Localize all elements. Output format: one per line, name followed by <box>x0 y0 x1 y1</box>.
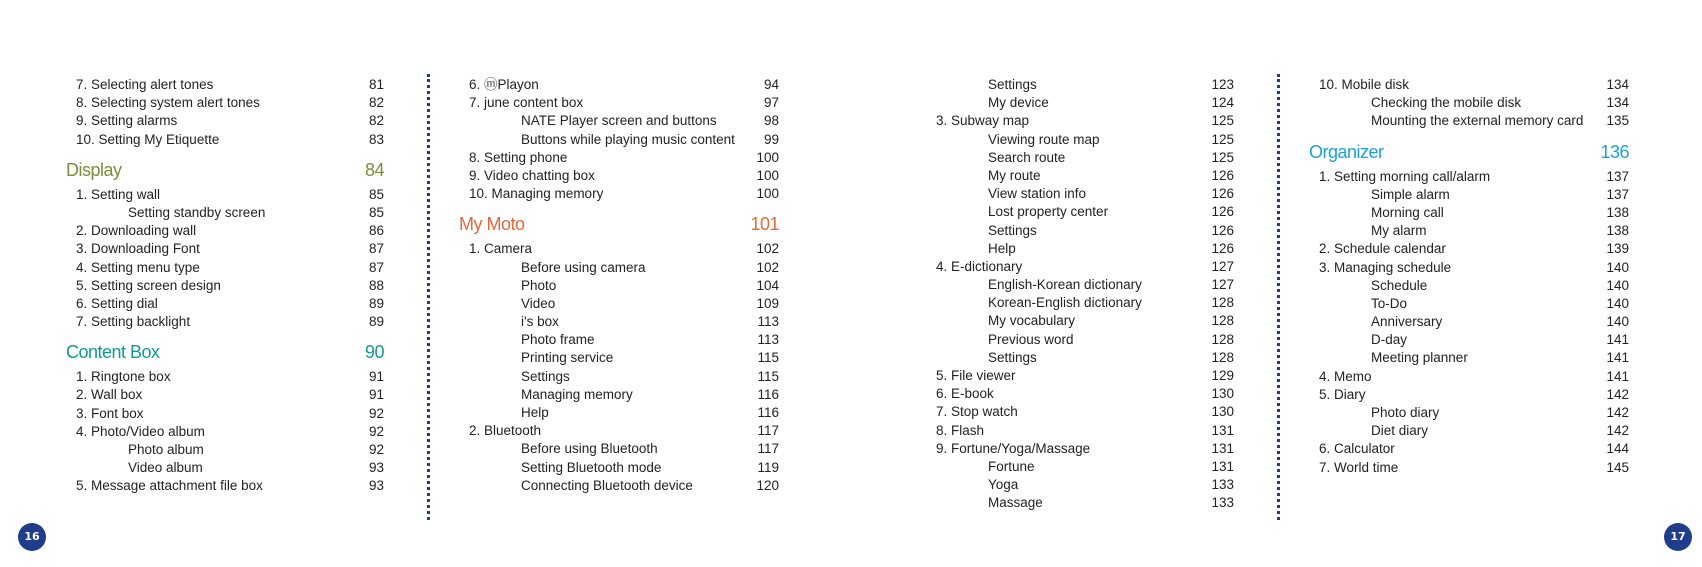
page-ref: 89 <box>368 314 384 330</box>
toc-entry <box>1309 440 1629 458</box>
toc-subentry <box>66 204 384 222</box>
entry-title: Help <box>988 240 1016 256</box>
entry-title: Settings <box>988 77 1037 92</box>
entry-title: Photo frame <box>521 332 595 348</box>
toc-subentry <box>1309 295 1629 313</box>
page-ref: 126 <box>1211 186 1234 202</box>
toc-entry <box>66 259 384 277</box>
entry-title: Lost property center <box>988 204 1109 220</box>
page-ref: 116 <box>757 405 779 420</box>
entry-title: 8. Setting phone <box>469 149 568 165</box>
toc-subentry <box>66 441 384 459</box>
entry-title: Massage <box>988 495 1043 511</box>
page-ref: 99 <box>763 131 779 147</box>
entry-title: Fortune <box>988 458 1035 474</box>
toc-subentry <box>459 477 779 495</box>
entry-title: Checking the mobile disk <box>1371 95 1522 111</box>
page-ref: 91 <box>368 387 384 403</box>
toc-subentry <box>66 459 384 477</box>
toc-entry <box>66 405 384 423</box>
entry-title: Photo diary <box>1371 405 1440 420</box>
toc-column-3 <box>926 76 1234 513</box>
toc-subentry <box>459 459 779 477</box>
page-ref: 85 <box>368 186 384 202</box>
toc-entry <box>926 385 1234 403</box>
page-ref: 81 <box>368 77 384 92</box>
page-ref: 82 <box>368 113 384 129</box>
toc-entry <box>459 76 779 94</box>
entry-title: Printing service <box>521 350 614 366</box>
entry-title: 6. Calculator <box>1319 441 1395 457</box>
entry-title: 6. E-book <box>936 386 994 402</box>
page-ref: 129 <box>1211 368 1234 383</box>
toc-entry <box>1309 259 1629 277</box>
toc-subentry <box>926 349 1234 367</box>
toc-entry <box>926 440 1234 458</box>
toc-entry <box>66 131 384 149</box>
entry-title: Setting standby screen <box>128 204 266 220</box>
entry-title: Schedule <box>1371 277 1428 293</box>
section-title: Display <box>66 159 122 180</box>
page-ref: 85 <box>368 204 384 220</box>
toc-subentry <box>459 295 779 313</box>
page-ref: 139 <box>1606 241 1629 257</box>
page-ref: 93 <box>368 478 384 494</box>
entry-title: My route <box>988 167 1041 183</box>
page-ref: 125 <box>1211 149 1234 165</box>
entry-title: i's box <box>521 314 559 330</box>
entry-title: 7. Stop watch <box>936 404 1018 420</box>
page-ref: 97 <box>763 95 779 111</box>
entry-title: 3. Subway map <box>936 113 1030 129</box>
toc-entry <box>66 295 384 313</box>
entry-title: 9. Setting alarms <box>76 113 178 129</box>
entry-title: 8. Selecting system alert tones <box>76 95 260 111</box>
page-ref: 92 <box>368 423 384 439</box>
toc-subentry <box>926 494 1234 512</box>
toc-subentry <box>1309 349 1629 367</box>
section-title: My Moto <box>459 214 525 235</box>
entry-title: 4. E-dictionary <box>936 258 1023 274</box>
page-ref: 119 <box>757 459 779 475</box>
entry-title: Before using Bluetooth <box>521 441 658 457</box>
section-heading <box>66 341 384 363</box>
entry-title: 1. Setting wall <box>76 186 161 202</box>
page-ref: 128 <box>1211 313 1234 329</box>
entry-title: Managing memory <box>521 386 633 402</box>
toc-subentry <box>459 131 779 149</box>
toc-entry <box>459 149 779 167</box>
page-ref: 87 <box>368 259 384 275</box>
toc-entry <box>66 423 384 441</box>
page-ref: 101 <box>750 214 779 235</box>
entry-title: Search route <box>988 149 1066 165</box>
toc-entry <box>459 240 779 258</box>
entry-title: My device <box>988 95 1049 111</box>
toc-entry <box>1309 459 1629 477</box>
page-ref: 138 <box>1606 223 1629 239</box>
entry-title: Settings <box>521 368 570 384</box>
page-ref: 90 <box>364 342 384 363</box>
entry-title: Video <box>521 295 556 311</box>
toc-entry <box>66 368 384 386</box>
entry-title: Previous word <box>988 331 1074 347</box>
page-ref: 127 <box>1211 258 1234 274</box>
section-title: Content Box <box>66 342 160 363</box>
page-number-left: 16 <box>18 523 46 551</box>
entry-title: 6. Setting dial <box>76 295 158 311</box>
toc-entry <box>459 167 779 185</box>
toc-entry <box>1309 168 1629 186</box>
entry-title: Anniversary <box>1371 314 1443 330</box>
entry-title: My vocabulary <box>988 313 1076 329</box>
toc-entry <box>926 422 1234 440</box>
page-ref: 140 <box>1606 314 1629 330</box>
page-ref: 142 <box>1606 423 1629 439</box>
toc-subentry <box>926 203 1234 221</box>
entry-title: 2. Schedule calendar <box>1319 241 1446 257</box>
page-ref: 131 <box>1211 458 1234 474</box>
toc-subentry <box>459 404 779 422</box>
page-ref: 89 <box>368 295 384 311</box>
entry-title: Setting Bluetooth mode <box>521 459 662 475</box>
page-ref: 133 <box>1211 477 1234 493</box>
entry-title: Buttons while playing music content <box>521 131 735 147</box>
toc-column-1 <box>66 76 384 496</box>
column-divider-2 <box>1277 74 1280 520</box>
toc-column-2 <box>459 76 779 495</box>
entry-title: 1. Camera <box>469 241 533 257</box>
entry-title: Meeting planner <box>1371 350 1468 366</box>
toc-entry <box>1309 368 1629 386</box>
page-ref: 100 <box>756 186 779 202</box>
toc-entry <box>1309 240 1629 258</box>
entry-title: Diet diary <box>1371 423 1429 439</box>
toc-entry <box>66 76 384 94</box>
entry-title: 7. Setting backlight <box>76 314 191 330</box>
toc-entry <box>1309 386 1629 404</box>
toc-entry <box>66 240 384 258</box>
entry-title: 5. Setting screen design <box>76 277 221 293</box>
entry-title: 7. Selecting alert tones <box>76 77 214 92</box>
page-ref: 134 <box>1606 95 1629 111</box>
entry-title: 10. Managing memory <box>469 186 604 202</box>
section-heading <box>1309 141 1629 163</box>
page-ref: 142 <box>1606 386 1629 402</box>
page-ref: 126 <box>1211 204 1234 220</box>
toc-subentry <box>459 349 779 367</box>
toc-subentry <box>926 294 1234 312</box>
section-heading <box>66 159 384 181</box>
page-ref: 82 <box>368 95 384 111</box>
page-ref: 131 <box>1211 440 1234 456</box>
entry-title: 10. Mobile disk <box>1319 77 1410 92</box>
toc-entry <box>926 367 1234 385</box>
entry-title: Settings <box>988 349 1037 365</box>
page-ref: 104 <box>756 277 779 293</box>
toc-subentry <box>1309 422 1629 440</box>
page-ref: 120 <box>756 477 779 493</box>
page-ref: 134 <box>1606 77 1629 92</box>
page-ref: 92 <box>368 405 384 421</box>
page-ref: 126 <box>1211 222 1234 238</box>
toc-subentry <box>926 476 1234 494</box>
entry-title: Yoga <box>988 477 1019 493</box>
page-ref: 125 <box>1211 113 1234 129</box>
page-ref: 94 <box>763 77 779 92</box>
entry-title: 3. Managing schedule <box>1319 259 1452 275</box>
page-ref: 126 <box>1211 240 1234 256</box>
entry-title: View station info <box>988 186 1087 202</box>
entry-title: Mounting the external memory card <box>1371 113 1584 129</box>
entry-title: Help <box>521 405 549 420</box>
page-ref: 128 <box>1211 331 1234 347</box>
entry-title: Morning call <box>1371 204 1444 220</box>
entry-title: Photo <box>521 277 557 293</box>
entry-title: 5. Diary <box>1319 386 1366 402</box>
entry-title: 2. Downloading wall <box>76 223 197 239</box>
page-ref: 130 <box>1211 386 1234 402</box>
toc-entry <box>66 186 384 204</box>
toc-subentry <box>459 112 779 130</box>
entry-title: 4. Memo <box>1319 368 1372 384</box>
toc-entry <box>459 185 779 203</box>
toc-subentry <box>926 76 1234 94</box>
toc-subentry <box>459 259 779 277</box>
page-ref: 98 <box>763 113 779 129</box>
toc-subentry <box>1309 186 1629 204</box>
entry-title: Before using camera <box>521 259 646 275</box>
toc-subentry <box>1309 277 1629 295</box>
toc-entry <box>459 422 779 440</box>
page-ref: 116 <box>757 386 779 402</box>
page-ref: 124 <box>1211 95 1234 111</box>
page-ref: 140 <box>1606 259 1629 275</box>
toc-subentry <box>459 313 779 331</box>
section-title: Organizer <box>1309 141 1384 162</box>
entry-title: 9. Video chatting box <box>469 167 595 183</box>
toc-subentry <box>926 222 1234 240</box>
entry-title: Simple alarm <box>1371 186 1450 202</box>
toc-subentry <box>926 149 1234 167</box>
entry-title: 1. Setting morning call/alarm <box>1319 168 1491 184</box>
page-ref: 145 <box>1606 459 1629 475</box>
entry-title: Korean-English dictionary <box>988 295 1142 311</box>
toc-entry <box>66 94 384 112</box>
toc-subentry <box>926 331 1234 349</box>
toc-subentry <box>1309 404 1629 422</box>
toc-subentry <box>459 277 779 295</box>
page-ref: 137 <box>1606 168 1629 184</box>
page-ref: 126 <box>1211 167 1234 183</box>
toc-entry <box>459 94 779 112</box>
page-ref: 113 <box>757 314 779 330</box>
toc-subentry <box>459 331 779 349</box>
entry-title: 1. Ringtone box <box>76 369 171 385</box>
toc-entry <box>66 386 384 404</box>
toc-subentry <box>459 440 779 458</box>
entry-title: 2. Wall box <box>76 387 143 403</box>
page-ref: 87 <box>368 241 384 257</box>
toc-entry <box>66 313 384 331</box>
entry-title: 5. File viewer <box>936 368 1016 383</box>
toc-subentry <box>926 240 1234 258</box>
entry-title: 4. Setting menu type <box>76 259 200 275</box>
toc-subentry <box>926 276 1234 294</box>
section-heading <box>459 213 779 235</box>
entry-title: Connecting Bluetooth device <box>521 477 693 493</box>
page-ref: 136 <box>1600 141 1629 162</box>
entry-title: English-Korean dictionary <box>988 277 1142 293</box>
toc-entry <box>66 277 384 295</box>
page-ref: 141 <box>1606 332 1629 348</box>
page-ref: 113 <box>757 332 779 348</box>
page-ref: 128 <box>1211 295 1234 311</box>
page-ref: 141 <box>1606 350 1629 366</box>
page-ref: 140 <box>1606 277 1629 293</box>
page-ref: 115 <box>757 368 779 384</box>
page-ref: 86 <box>368 223 384 239</box>
entry-title: 5. Message attachment file box <box>76 478 263 494</box>
page-ref: 131 <box>1211 422 1234 438</box>
entry-title: 6. ⓜPlayon <box>469 77 539 92</box>
page-ref: 102 <box>756 259 779 275</box>
entry-title: 10. Setting My Etiquette <box>76 131 220 147</box>
toc-subentry <box>459 386 779 404</box>
page-ref: 92 <box>368 442 384 457</box>
entry-title: 9. Fortune/Yoga/Massage <box>936 440 1091 456</box>
entry-title: 4. Photo/Video album <box>76 423 205 439</box>
page-ref: 102 <box>756 241 779 257</box>
page-number-right: 17 <box>1664 523 1692 551</box>
toc-subentry <box>926 185 1234 203</box>
page-ref: 141 <box>1606 368 1629 384</box>
page-ref: 91 <box>368 369 384 385</box>
toc-subentry <box>1309 313 1629 331</box>
page-ref: 117 <box>757 441 779 457</box>
page-ref: 117 <box>757 423 779 439</box>
page-ref: 83 <box>368 131 384 147</box>
page-ref: 144 <box>1606 441 1629 457</box>
entry-title: Photo album <box>128 442 204 457</box>
page-ref: 125 <box>1211 131 1234 147</box>
entry-title: 7. World time <box>1319 459 1399 475</box>
page-ref: 88 <box>368 277 384 293</box>
page-ref: 100 <box>756 149 779 165</box>
entry-title: D-day <box>1371 332 1408 348</box>
page-ref: 133 <box>1211 495 1234 511</box>
toc-column-4 <box>1309 76 1629 477</box>
page-ref: 130 <box>1211 404 1234 420</box>
entry-title: To-Do <box>1371 295 1408 311</box>
page-ref: 128 <box>1211 349 1234 365</box>
toc-subentry <box>1309 222 1629 240</box>
toc-subentry <box>926 167 1234 185</box>
toc-subentry <box>926 94 1234 112</box>
toc-entry <box>66 222 384 240</box>
page-ref: 115 <box>757 350 779 366</box>
column-divider-1 <box>427 74 430 520</box>
entry-title: Video album <box>128 460 203 476</box>
entry-title: Settings <box>988 222 1037 238</box>
toc-entry <box>66 112 384 130</box>
toc-subentry <box>1309 94 1629 112</box>
page-ref: 100 <box>756 167 779 183</box>
toc-subentry <box>1309 331 1629 349</box>
entry-title: My alarm <box>1371 223 1427 239</box>
entry-title: 3. Font box <box>76 405 144 421</box>
entry-title: 7. june content box <box>469 95 584 111</box>
toc-subentry <box>459 368 779 386</box>
toc-entry <box>1309 76 1629 94</box>
entry-title: Viewing route map <box>988 131 1100 147</box>
entry-title: 3. Downloading Font <box>76 241 200 257</box>
toc-entry <box>926 112 1234 130</box>
toc-subentry <box>926 131 1234 149</box>
toc-subentry <box>1309 112 1629 130</box>
page-ref: 138 <box>1606 204 1629 220</box>
toc-subentry <box>1309 204 1629 222</box>
entry-title: 2. Bluetooth <box>469 423 542 439</box>
page-ref: 93 <box>368 460 384 476</box>
page-ref: 127 <box>1211 277 1234 293</box>
toc-entry <box>926 258 1234 276</box>
page-ref: 142 <box>1606 405 1629 420</box>
toc-subentry <box>926 458 1234 476</box>
page-ref: 84 <box>364 159 384 180</box>
toc-entry <box>66 477 384 495</box>
toc-entry <box>926 403 1234 421</box>
page-ref: 109 <box>756 295 779 311</box>
page-ref: 123 <box>1211 77 1234 92</box>
page-ref: 135 <box>1606 113 1629 129</box>
page-ref: 140 <box>1606 295 1629 311</box>
page-ref: 137 <box>1606 186 1629 202</box>
toc-subentry <box>926 312 1234 330</box>
entry-title: NATE Player screen and buttons <box>521 113 717 129</box>
entry-title: 8. Flash <box>936 422 985 438</box>
